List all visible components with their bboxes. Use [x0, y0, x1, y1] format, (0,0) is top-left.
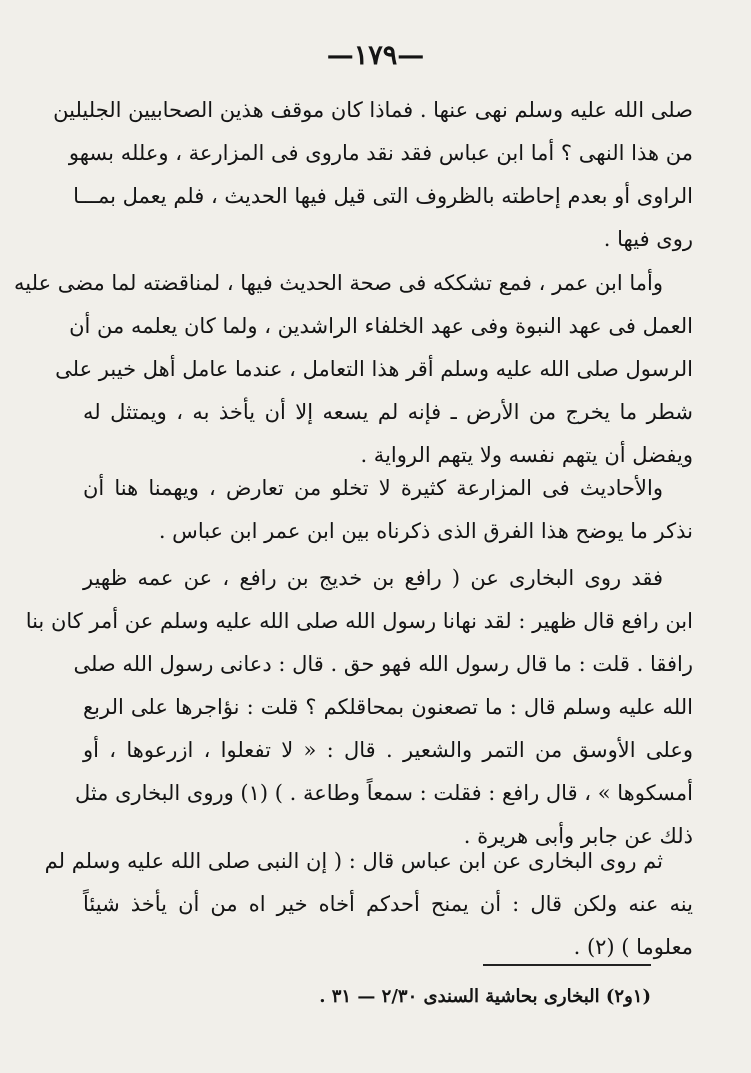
text-line: شطر ما يخرج من الأرض ـ فإنه لم يسعه إلا أن يأخذ به ، ويمتثل له	[83, 400, 693, 424]
text-line: وأما ابن عمر ، فمع تشككه فى صحة الحديث فيها ، لمناقضته لما مضى عليه	[14, 271, 663, 295]
paragraph-1	[53, 89, 693, 261]
text-line: من هذا النهى ؟ أما ابن عباس فقد نقد ماروى فى المزارعة ، وعلله بسهو	[68, 141, 693, 165]
paragraph-2	[14, 262, 693, 477]
paragraph-4	[25, 557, 693, 858]
text-line: نذكر ما يوضح هذا الفرق الذى ذكرناه بين ابن عمر ابن عباس .	[158, 519, 693, 543]
text-line: الرسول صلى الله عليه وسلم أقر هذا التعامل ، عندما عامل أهل خيبر على	[55, 357, 693, 381]
text-line: العمل فى عهد النبوة وفى عهد الخلفاء الراشدين ، ولما كان يعلمه من أن	[69, 314, 693, 338]
text-line: الله عليه وسلم قال : ما تصعنون بمحاقلكم ؟ قلت : نؤاجرها على الربع	[83, 695, 693, 719]
paragraph-3	[83, 467, 693, 553]
text-line: ويفضل أن يتهم نفسه ولا يتهم الرواية .	[360, 443, 693, 467]
page-number: —١٧٩—	[326, 40, 425, 71]
footnote: (١و٢) البخارى بحاشية السندى ٢/٣٠ — ٣١ .	[319, 986, 651, 1007]
text-line: ذلك عن جابر وأبى هريرة .	[463, 824, 693, 848]
text-line: والأحاديث فى المزارعة كثيرة لا تخلو من تعارض ، ويهمنا هنا أن	[83, 476, 663, 500]
text-line: أمسكوها » ، قال رافع : فقلت : سمعاً وطاعة . ) (١) وروى البخارى مثل	[74, 781, 693, 805]
text-line: رافقا . قلت : ما قال رسول الله فهو حق . قال : دعانى رسول الله صلى	[73, 652, 693, 676]
footnote-divider	[483, 964, 651, 966]
text-line: روى فيها .	[603, 227, 693, 251]
paragraph-5	[44, 840, 693, 969]
text-line: فقد روى البخارى عن ( رافع بن خديج بن رافع ، عن عمه ظهير	[83, 566, 663, 590]
text-line: ثم روى البخارى عن ابن عباس قال : ( إن النبى صلى الله عليه وسلم لم	[44, 849, 663, 873]
text-line: وعلى الأوسق من التمر والشعير . قال : « لا تفعلوا ، ازرعوها ، أو	[83, 738, 693, 762]
text-line: ينه عنه ولكن قال : أن يمنح أحدكم أخاه خير اه من أن يأخذ شيئاً	[83, 892, 693, 916]
text-line: ابن رافع قال ظهير : لقد نهانا رسول الله صلى الله عليه وسلم عن أمر كان بنا	[25, 609, 693, 633]
text-line: معلوما ) (٢) .	[573, 935, 693, 959]
text-line: صلى الله عليه وسلم نهى عنها . فماذا كان موقف هذين الصحابيين الجليلين	[53, 98, 693, 122]
text-line: الراوى أو بعدم إحاطته بالظروف التى قيل فيها الحديث ، فلم يعمل بمـــا	[73, 184, 693, 208]
